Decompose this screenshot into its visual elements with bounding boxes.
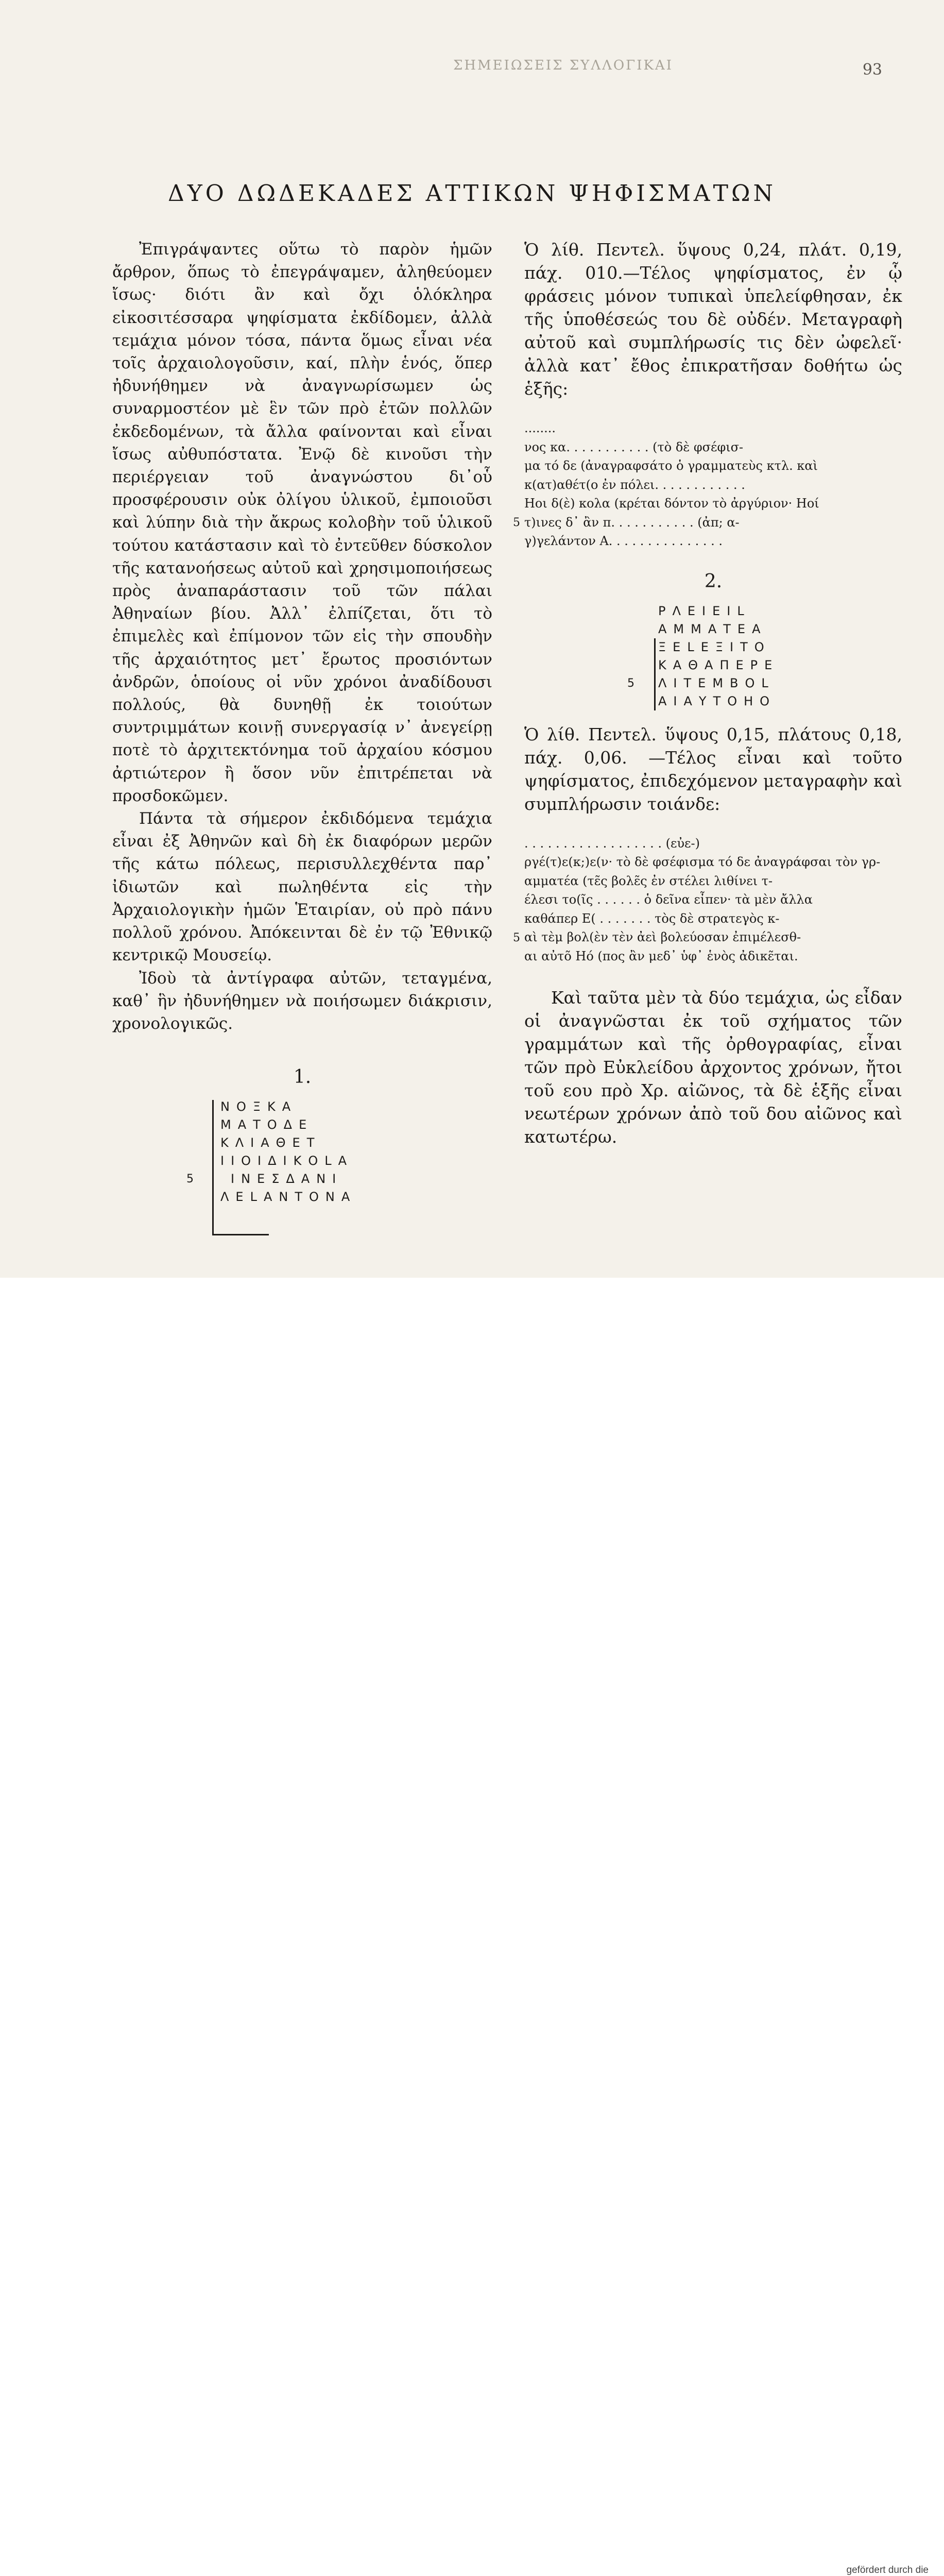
paragraph: Ὁ λίθ. Πεντελ. ὕψους 0,24, πλάτ. 0,19, πάχ. 010.—Τέλος ψηφίσματος, ἐν ᾧ φράσεις μόνον τυπικαὶ ὑπελείφθησαν, ἐκ τῆς ὑποθέσεώς του δὲ οὐδέν. Μεταγραφὴ αὐτοῦ καὶ συμπλήρωσίς τις δὲν ὠφελεῖ· ἀλλὰ κατ᾽ ἔθος ἐπικρατῆσαν δοθήτω ὡς ἑξῆς:: [524, 240, 902, 399]
transcription-line: κ(ατ)αθέτ(ο ἐν πόλει. . . . . . . . . . . .: [524, 477, 745, 492]
section-number: 1.: [293, 1066, 312, 1088]
article-title: ΔΥΟ ΔΩΔΕΚΑΔΕΣ ΑΤΤΙΚΩΝ ΨΗΦΙΣΜΑΤΩΝ: [167, 180, 777, 207]
transcription-line: αι αὐτõ Ηό (πος ἂν μεδ᾽ ὑφ᾽ ἑνὸς ἀδικε̃ται.: [524, 948, 798, 963]
transcription-line: γ)γελάντον Α. . . . . . . . . . . . . . .: [524, 534, 723, 548]
line-number: 5: [186, 1173, 200, 1186]
paragraph: Πάντα τὰ σήμερον ἐκδιδόμενα τεμάχια εἶναι ἐξ Ἀθηνῶν καὶ δὴ ἐκ διαφόρων μερῶν τῆς κάτω πόλεως, περισυλλεχθέντα παρ᾽ ἰδιωτῶν καὶ πωληθέντα εἰς τὴν Ἀρχαιολογικὴν ἡμῶν Ἑταιρίαν, οὐ πρὸ πάνυ πολλοῦ χρόνου. Ἀπόκεινται δὲ ἐν τῷ Ἐθνικῷ κεντρικῷ Μουσείῳ.: [112, 809, 492, 965]
inscription-line: ΚΑΘΑΠΕΡΕ: [658, 657, 779, 672]
inscription-2: [627, 602, 902, 710]
inscription-line: ΙΙΟΙΔΙΚΟLΑ: [220, 1154, 354, 1168]
paragraph: Ἰδοὺ τὰ ἀντίγραφα αὐτῶν, τεταγμένα, καθ᾽ ἣν ἠδυνήθημεν νὰ ποιήσωμεν διάκρισιν, χρονολογικῶς.: [112, 969, 492, 1033]
transcription-line: μα τό δε (ἀναγραφσάτο ὁ γραμματεὺς κτλ. καὶ: [524, 459, 818, 473]
inscription-line: ΡΛΕΙΕΙL: [658, 603, 751, 618]
inscription-line: ΛΕLΑΝΤΟΝΑ: [220, 1190, 357, 1205]
line-number: 5: [513, 931, 520, 944]
transcription-line: καθάπερ Ε( . . . . . . . τὸς δὲ στρατεγὸς κ-: [524, 911, 780, 926]
viewer-footer: [0, 1278, 944, 2575]
inscription-line: ΑΙΑΥΤΟΗΟ: [658, 693, 777, 708]
inscription-border: [212, 1234, 269, 1235]
transcription-line: τ)ινες δ᾽ ἂν π. . . . . . . . . . . (ἀπ; α-: [524, 515, 740, 530]
page-number: 93: [862, 61, 882, 79]
inscription-line: ΚΛΙΑΘΕΤ: [220, 1136, 321, 1150]
transcription-line: ργέ(τ)ε(κ;)ε(ν· τὸ δὲ φσέφισμα τό δε ἀναγράφσαι τὸν γρ-: [524, 855, 881, 870]
transcription-line: Ηοι δ(ὲ) κολα (κρέται δόντον τὸ ἀργύριον· Ηοί: [524, 496, 819, 511]
paragraph: Καὶ ταῦτα μὲν τὰ δύο τεμάχια, ὡς εἶδαν οἱ ἀναγνῶσται ἐκ τοῦ σχήματος τῶν γραμμάτων καὶ τῆς ὀρθογραφίας, εἶναι τῶν πρὸ Εὐκλείδου ἀρχοντος χρόνων, ἤτοι τοῦ εου πρὸ Χρ. αἰῶνος, τὰ δὲ ἑξῆς εἶναι νεωτέρων χρόνων ἀπὸ τοῦ δου αἰῶνος καὶ κατωτέρω.: [524, 988, 902, 1147]
transcription-line: νος κα. . . . . . . . . . . (τὸ δὲ φσέφισ-: [524, 439, 744, 454]
transcription-line: αὶ τὲμ βολ(ὲν τὲν ἀεὶ βολεύοσαν ἐπιμέλεσθ-: [524, 930, 801, 945]
line-number: 5: [627, 676, 641, 690]
inscription-line: ΜΑΤΟΔΕ: [220, 1117, 314, 1132]
inscription-line: ΞΕLΕΞΙΤΟ: [658, 639, 771, 654]
scanned-page: [0, 0, 944, 1278]
transcription-1: [513, 419, 902, 551]
inscription-line: ΛΙΤΕΜΒΟL: [658, 675, 775, 690]
paragraph: Ἐπιγράψαντες οὕτω τὸ παρὸν ἡμῶν ἄρθρον, ὅπως τὸ ἐπεγράψαμεν, ἀληθεύομεν ἴσως· διότι ἂν καὶ ὄχι ὁλόκληρα εἰκοσιτέσσαρα ψηφίσματα ἐκδίδομεν, ἀλλὰ τεμάχια μόνον τόσα, πάντα ὅμως εἶναι νέα τοῖς ἀρχαιολογοῦσιν, καί, πλὴν ἑνός, ὅπερ ἠδυνήθημεν νὰ ἀναγνωρίσωμεν ὡς συναρμοστέον μὲ ἓν τῶν πρὸ ἐτῶν πολλῶν ἐκδεδομένων, τὰ ἄλλα φαίνονται καὶ εἶναι ἴσως αὐθυπόστατα. Ἐνῷ δὲ κινοῦσι τὴν περιέργειαν τοῦ ἀναγνώστου δι᾽οὗ προσφέρουσιν οὐκ ὀλίγου ὑλικοῦ, ἐμποιοῦσι καὶ λύπην διὰ τὴν ἄκρως κολοβὴν τοῦ ὑλικοῦ τούτου κατάστασιν καὶ τὸ ἐντεῦθεν δύσκολον τῆς κατανοήσεως αὐτοῦ καὶ χρησιμοποιήσεως πρὸς ἀναπαράστασιν τοῦ τῶν πάλαι Ἀθηναίων βίου. Ἀλλ᾽ ἐλπίζεται, ὅτι τὸ ἐπιμελὲς καὶ ἐπίμονον τῶν εἰς τὴν σπουδὴν τῆς ἀρχαιότητος μετ᾽ ἔρωτος προσιόντων ἀνδρῶν, ὁποίους οἱ νῦν χρόνοι ἀναδίδουσι πολλούς, θὰ δυνηθῇ ἐκ τοιούτων συντριμμάτων κοινῇ συνεργασίᾳ ν᾽ ἀνεγείρῃ ποτὲ τὸ ἀρχιτεκτόνημα τοῦ ἀρχαίου κόσμου ἀρτιώτερον ἢ ὅσον νῦν ἐπιτρέπεται νὰ προσδοκῶμεν.: [112, 240, 492, 805]
transcription-line: έλεσι το(ῖς . . . . . . ὁ δεῖνα εἶπεν· τὰ μὲν ἄλλα: [524, 892, 813, 907]
running-head: ΣΗΜΕΙΩΣΕΙΣ ΣΥΛΛΟΓΙΚΑΙ: [453, 58, 673, 73]
inscription-line: ΙΝΕΣΔΑΝΙ: [231, 1172, 343, 1187]
line-number: 5: [513, 516, 520, 529]
section-number: 2.: [704, 570, 723, 592]
inscription-border: [212, 1100, 214, 1235]
funding-note: gefördert durch die: [846, 2565, 929, 2575]
inscription-1: [186, 1098, 492, 1206]
left-column: [112, 238, 492, 1206]
inscription-border: [654, 638, 656, 710]
transcription-line: ........: [524, 421, 556, 435]
transcription-line: αμματέα (τε̃ς βολε̃ς ἐν στέλει λιθίνει τ-: [524, 873, 773, 888]
inscription-line: ΝΟΞΚΑ: [220, 1099, 298, 1114]
inscription-line: ΑΜΜΑΤΕΑ: [658, 621, 767, 636]
right-column: [513, 238, 902, 1148]
transcription-line: . . . . . . . . . . . . . . . . . . (εὐε-): [524, 836, 700, 851]
paragraph: Ὁ λίθ. Πεντελ. ὕψους 0,15, πλάτους 0,18, πάχ. 0,06. —Τέλος εἶναι καὶ τοῦτο ψηφίσματος, ἐπιδεχόμενον μεταγραφὴν καὶ συμπλήρωσιν τοιάνδε:: [524, 724, 902, 814]
transcription-2: [513, 834, 902, 966]
